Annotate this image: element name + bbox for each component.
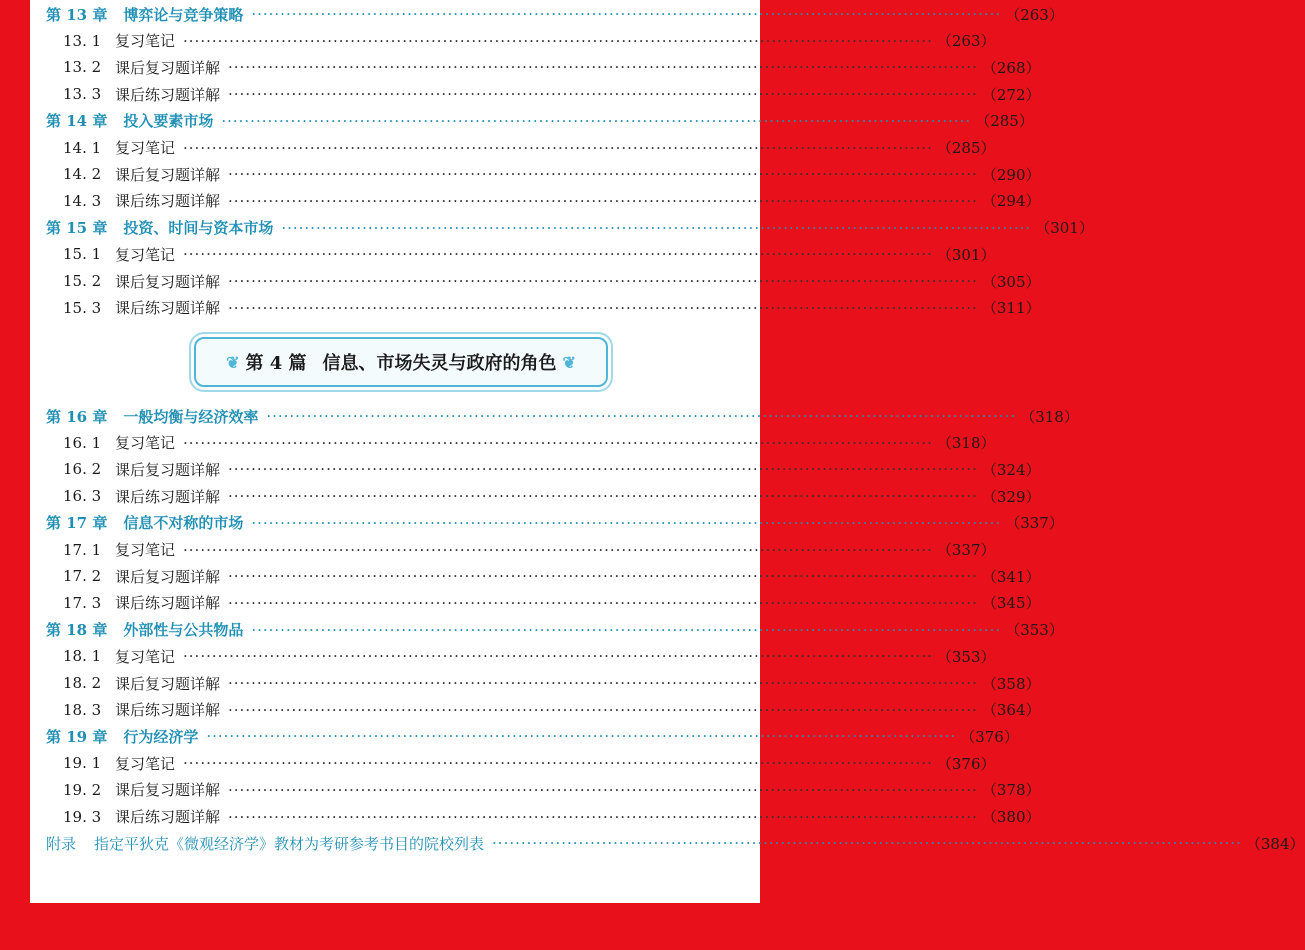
toc-section-row[interactable]	[63, 28, 996, 54]
leader-dots: ··································································································································	[281, 218, 1032, 237]
leader-dots: ··································································································································	[183, 138, 933, 157]
toc-entry-page: （341）	[981, 567, 1041, 586]
toc-entry-number: 13. 1	[63, 31, 102, 50]
toc-entry-number: 14. 3	[63, 191, 102, 210]
toc-entry-title: 课后练习题详解	[115, 487, 221, 506]
toc-section-row[interactable]	[63, 456, 1041, 482]
leader-dots: ··································································································································	[492, 834, 1242, 853]
toc-entry-title: 课后练习题详解	[115, 299, 221, 318]
toc-entry-title: 复习笔记	[115, 754, 176, 773]
leader-dots: ··································································································································	[228, 165, 978, 184]
toc-entry-title: 外部性与公共物品	[123, 621, 244, 640]
toc-entry-title: 复习笔记	[115, 139, 176, 157]
toc-entry-number: 14. 1	[63, 138, 102, 157]
toc-section-row[interactable]	[63, 483, 1041, 509]
part-label: 第 4 篇	[245, 353, 307, 374]
toc-entry-page: （318）	[1020, 407, 1079, 426]
leader-dots: ··································································································································	[221, 111, 972, 130]
toc-entry-title: 课后练习题详解	[115, 701, 221, 720]
toc-entry-title: 行为经济学	[123, 727, 199, 746]
toc-entry-number: 17. 2	[63, 567, 102, 586]
leader-dots: ··································································································································	[206, 727, 957, 746]
toc-chapter-row[interactable]	[46, 617, 1064, 643]
toc-entry-number: 19. 1	[63, 754, 102, 773]
toc-entry-number: 19. 3	[63, 807, 102, 826]
leader-dots: ··································································································································	[251, 620, 1002, 639]
toc-entry-title: 课后复习题详解	[115, 165, 221, 184]
toc-entry-title: 课后复习题详解	[115, 674, 221, 693]
leader-dots: ··································································································································	[266, 407, 1017, 425]
toc-entry-number: 第 14 章	[46, 112, 108, 131]
toc-entry-number: 18. 2	[63, 674, 102, 692]
toc-entry-page: （380）	[981, 808, 1041, 826]
leader-dots: ··································································································································	[228, 58, 978, 77]
toc-section-row[interactable]	[63, 590, 1041, 616]
toc-entry-title: 投资、时间与资本市场	[123, 219, 274, 238]
toc-entry-number: 14. 2	[63, 165, 102, 184]
toc-entry-title: 复习笔记	[115, 541, 176, 559]
toc-entry-number: 第 19 章	[46, 727, 108, 746]
toc-entry-page: （305）	[981, 272, 1041, 291]
toc-entry-title: 课后练习题详解	[115, 808, 221, 826]
leader-dots: ··································································································································	[228, 593, 978, 612]
toc-section-row[interactable]	[63, 188, 1041, 214]
toc-entry-number: 第 15 章	[46, 219, 108, 238]
toc-entry-page: （384）	[1245, 834, 1305, 853]
leader-dots: ··································································································································	[228, 807, 978, 826]
part-banner	[194, 337, 608, 387]
toc-entry-title: 复习笔记	[115, 32, 176, 51]
toc-appendix-row[interactable]	[46, 830, 1305, 856]
leader-dots: ··································································································································	[183, 245, 933, 264]
toc-entry-page: （285）	[936, 139, 996, 157]
toc-entry-title: 信息不对称的市场	[123, 514, 244, 533]
leader-dots: ··································································································································	[251, 513, 1002, 532]
toc-entry-page: （337）	[936, 541, 996, 559]
toc-entry-page: （268）	[981, 58, 1041, 77]
toc-entry-number: 16. 1	[63, 433, 102, 452]
ornament-left-icon: ❦	[226, 352, 240, 372]
toc-entry-number: 15. 2	[63, 272, 102, 290]
leader-dots: ··································································································································	[228, 298, 978, 317]
leader-dots: ··································································································································	[228, 674, 978, 692]
toc-section-row[interactable]	[63, 670, 1041, 696]
toc-entry-page: （290）	[981, 165, 1041, 184]
toc-entry-number: 第 16 章	[46, 407, 108, 426]
toc-section-row[interactable]	[63, 643, 996, 669]
toc-chapter-row[interactable]	[46, 108, 1034, 134]
toc-entry-page: （324）	[981, 460, 1041, 479]
toc-chapter-row[interactable]	[46, 215, 1094, 241]
toc-entry-page: （376）	[960, 727, 1019, 746]
toc-entry-page: （294）	[981, 192, 1041, 211]
toc-entry-page: （301）	[936, 245, 996, 264]
leader-dots: ··································································································································	[228, 567, 978, 586]
toc-entry-number: 15. 1	[63, 245, 102, 264]
toc-chapter-row[interactable]	[46, 1, 1064, 27]
toc-entry-title: 课后复习题详解	[115, 272, 221, 291]
toc-entry-title: 复习笔记	[115, 647, 176, 666]
toc-section-row[interactable]	[63, 268, 1041, 294]
toc-section-row[interactable]	[63, 81, 1041, 107]
toc-entry-title: 课后复习题详解	[115, 460, 221, 479]
toc-section-row[interactable]	[63, 537, 996, 563]
toc-section-row[interactable]	[63, 777, 1041, 803]
toc-chapter-row[interactable]	[46, 723, 1019, 749]
toc-entry-title: 课后练习题详解	[115, 85, 221, 104]
toc-entry-page: （353）	[1005, 621, 1064, 640]
toc-entry-title: 博弈论与竞争策略	[123, 5, 244, 24]
leader-dots: ··································································································································	[228, 272, 978, 290]
toc-entry-number: 17. 1	[63, 540, 102, 559]
leader-dots: ··································································································································	[228, 85, 978, 104]
leader-dots: ··································································································································	[228, 191, 978, 210]
toc-entry-title: 课后复习题详解	[115, 58, 221, 77]
toc-section-row[interactable]	[63, 750, 996, 776]
toc-entry-title: 课后复习题详解	[115, 781, 221, 800]
leader-dots: ··································································································································	[183, 540, 933, 559]
toc-entry-number: 16. 2	[63, 460, 102, 479]
toc-page	[30, 0, 1305, 903]
toc-entry-page: （337）	[1005, 514, 1064, 533]
ornament-right-icon: ❦	[562, 352, 576, 372]
toc-entry-page: （353）	[936, 647, 996, 666]
leader-dots: ··································································································································	[183, 433, 933, 452]
toc-entry-page: （263）	[936, 32, 996, 51]
toc-entry-page: （364）	[981, 701, 1041, 720]
toc-section-row[interactable]	[63, 54, 1041, 80]
toc-entry-page: （318）	[936, 434, 996, 453]
toc-section-row[interactable]	[63, 430, 996, 456]
toc-entry-page: （345）	[981, 594, 1041, 613]
toc-section-row[interactable]	[63, 295, 1041, 321]
toc-entry-page: （378）	[981, 781, 1041, 800]
leader-dots: ··································································································································	[183, 31, 933, 50]
part-title: 信息、市场失灵与政府的角色	[322, 353, 557, 374]
toc-entry-number: 18. 3	[63, 700, 102, 719]
toc-entry-page: （311）	[981, 299, 1041, 318]
toc-chapter-row[interactable]	[46, 403, 1079, 429]
toc-entry-title: 一般均衡与经济效率	[123, 407, 259, 426]
leader-dots: ··································································································································	[251, 5, 1002, 23]
toc-section-row[interactable]	[63, 804, 1041, 830]
toc-section-row[interactable]	[63, 161, 1041, 187]
toc-entry-page: （272）	[981, 85, 1041, 104]
toc-entry-number: 附录	[46, 834, 77, 853]
toc-entry-title: 投入要素市场	[123, 112, 214, 131]
toc-entry-title: 课后复习题详解	[115, 567, 221, 586]
toc-entry-title: 课后练习题详解	[115, 594, 221, 613]
leader-dots: ··································································································································	[228, 780, 978, 799]
toc-entry-number: 18. 1	[63, 647, 102, 666]
toc-entry-page: （263）	[1005, 5, 1064, 24]
toc-chapter-row[interactable]	[46, 510, 1064, 536]
toc-entry-number: 13. 2	[63, 58, 102, 77]
leader-dots: ··································································································································	[228, 700, 978, 719]
leader-dots: ··································································································································	[183, 754, 933, 773]
toc-entry-number: 第 17 章	[46, 514, 108, 533]
leader-dots: ··································································································································	[228, 487, 978, 506]
leader-dots: ··································································································································	[183, 647, 933, 666]
toc-entry-title: 复习笔记	[115, 245, 176, 264]
toc-entry-page: （285）	[975, 112, 1034, 131]
toc-entry-number: 19. 2	[63, 780, 102, 799]
toc-section-row[interactable]	[63, 241, 996, 267]
toc-entry-page: （329）	[981, 487, 1041, 506]
toc-entry-number: 15. 3	[63, 298, 102, 317]
toc-section-row[interactable]	[63, 135, 996, 161]
toc-entry-page: （376）	[936, 754, 996, 773]
toc-entry-title: 课后练习题详解	[115, 192, 221, 211]
leader-dots: ··································································································································	[228, 460, 978, 479]
toc-entry-number: 17. 3	[63, 593, 102, 612]
toc-entry-number: 第 13 章	[46, 5, 108, 24]
toc-entry-page: （301）	[1035, 219, 1094, 238]
toc-entry-page: （358）	[981, 674, 1041, 693]
toc-entry-number: 第 18 章	[46, 621, 108, 640]
toc-entry-title: 指定平狄克《微观经济学》教材为考研参考书目的院校列表	[94, 834, 485, 853]
toc-entry-number: 13. 3	[63, 85, 102, 104]
toc-section-row[interactable]	[63, 697, 1041, 723]
toc-section-row[interactable]	[63, 563, 1041, 589]
toc-entry-number: 16. 3	[63, 487, 102, 506]
toc-entry-title: 复习笔记	[115, 434, 176, 453]
